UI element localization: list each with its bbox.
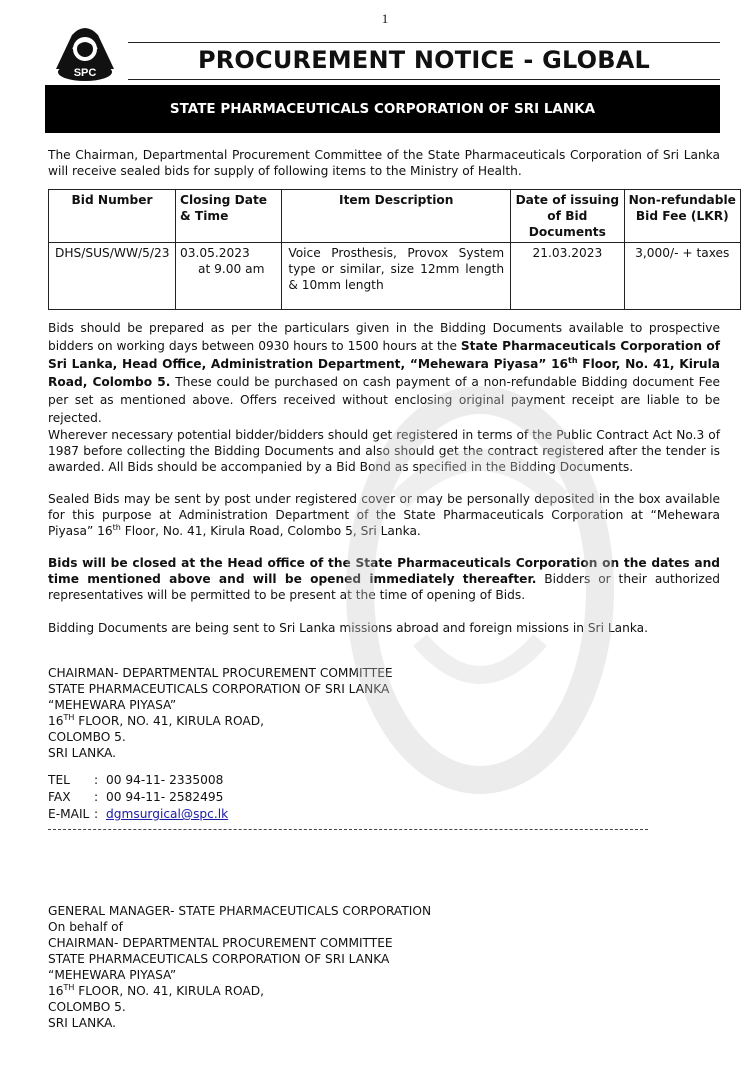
address2-line2: On behalf of xyxy=(48,920,123,934)
address2-line1: GENERAL MANAGER- STATE PHARMACEUTICALS CORPORATION xyxy=(48,904,432,918)
email-label: E-MAIL xyxy=(48,807,90,821)
cell-closing-time: at 9.00 am xyxy=(198,262,265,276)
watermark-emblem xyxy=(330,380,630,800)
cell-issue-date: 21.03.2023 xyxy=(511,243,624,310)
header-fee: Non-refundable Bid Fee (LKR) xyxy=(624,190,740,243)
tel-label: TEL xyxy=(48,773,70,787)
para1-text-d: These could be purchased on cash payment of a non-refundable Bidding document Fee per set as mentioned above. Offers received without enclosing original payment receipt are liable to be rejected. xyxy=(48,375,720,425)
address2-line7: COLOMBO 5. xyxy=(48,1000,126,1014)
dashed-divider xyxy=(48,829,648,830)
para4-bold: Bids will be closed at the Head office of the State Pharmaceuticals Corporation on the dates and time mentioned above and will be opened immediately thereafter. xyxy=(48,556,720,586)
table-header-row xyxy=(49,190,741,243)
organization-name: STATE PHARMACEUTICALS CORPORATION OF SRI LANKA xyxy=(169,101,596,117)
cell-closing-date: 03.05.2023 xyxy=(180,246,250,260)
para1-address-bold-end: Floor, No. 41, Kirula Road, Colombo 5. xyxy=(48,357,720,389)
address1-line3: “MEHEWARA PIYASA” xyxy=(48,698,177,712)
cell-closing xyxy=(176,243,282,310)
intro-paragraph: The Chairman, Departmental Procurement Committee of the State Pharmaceuticals Corporation of Sri Lanka will receive sealed bids for supply of following items to the Ministry of Health. xyxy=(48,148,720,178)
address2-line8: SRI LANKA. xyxy=(48,1016,116,1030)
cell-fee: 3,000/- + taxes xyxy=(624,243,740,310)
cell-bid-number: DHS/SUS/WW/5/23 xyxy=(49,243,176,310)
address1-line1: CHAIRMAN- DEPARTMENTAL PROCUREMENT COMMITTEE xyxy=(48,666,393,680)
address2-line5: “MEHEWARA PIYASA” xyxy=(48,968,177,982)
para3-text-b: Floor, No. 41, Kirula Road, Colombo 5, Sri Lanka. xyxy=(120,524,421,538)
para3-sup: th xyxy=(112,522,121,532)
header-issue-date: Date of issuing of Bid Documents xyxy=(511,190,624,243)
fax-value: 00 94-11- 2582495 xyxy=(106,790,224,804)
title-bottom-rule xyxy=(128,79,720,80)
address1-line6: SRI LANKA. xyxy=(48,746,116,760)
contact-email: E-MAIL : dgmsurgical@spc.lk xyxy=(48,807,229,821)
header-closing: Closing Date & Time xyxy=(176,190,282,243)
header-bid-number: Bid Number xyxy=(49,190,176,243)
paragraph-missions: Bidding Documents are being sent to Sri Lanka missions abroad and foreign missions in Sri Lanka. xyxy=(48,621,649,635)
organization-banner xyxy=(45,85,720,133)
cell-description: Voice Prosthesis, Provox System type or similar, size 12mm length & 10mm length xyxy=(282,243,511,310)
address2-line4: STATE PHARMACEUTICALS CORPORATION OF SRI LANKA xyxy=(48,952,390,966)
header-description: Item Description xyxy=(282,190,511,243)
contact-tel: TEL : 00 94-11- 2335008 xyxy=(48,773,224,787)
contact-block xyxy=(48,772,228,823)
para3-text-a: Sealed Bids may be sent by post under registered cover or may be personally deposited in the box available for this purpose at Administration Department of the State Pharmaceuticals Corporation at “Mehewara Piyasa” 16 xyxy=(48,492,720,538)
page-title: PROCUREMENT NOTICE - GLOBAL xyxy=(197,46,651,74)
paragraph-registration: Wherever necessary potential bidder/bidders should get registered in terms of the Public Contract Act No.3 of 1987 before collecting the Bidding Documents and also should get the contract registered after the tender is awarded. All Bids should be accompanied by a Bid Bond as specified in the Bidding Documents. xyxy=(48,428,720,474)
address-general-manager xyxy=(48,903,431,1031)
tel-value: 00 94-11- 2335008 xyxy=(106,773,224,787)
contact-fax: FAX : 00 94-11- 2582495 xyxy=(48,790,224,804)
para4-rest: Bidders or their authorized representatives will be permitted to be present at the time of opening of Bids. xyxy=(48,572,721,602)
para1-text-a: Bids should be prepared as per the particulars given in the Bidding Documents available to prospective bidders on working days between 0930 hours to 1500 hours at the xyxy=(48,321,720,353)
address1-line2: STATE PHARMACEUTICALS CORPORATION OF SRI LANKA xyxy=(48,682,390,696)
address2-line3: CHAIRMAN- DEPARTMENTAL PROCUREMENT COMMITTEE xyxy=(48,936,393,950)
para1-address-bold: State Pharmaceuticals Corporation of Sri Lanka, Head Office, Administration Department, “Mehewara Piyasa” 16 xyxy=(48,339,720,371)
logo-text: SPC xyxy=(73,67,97,79)
spc-logo xyxy=(52,23,118,83)
table-row xyxy=(49,243,741,310)
para1-sup: th xyxy=(568,355,578,365)
email-link[interactable]: dgmsurgical@spc.lk xyxy=(106,807,229,821)
title-top-rule xyxy=(128,42,720,43)
bid-table xyxy=(48,189,741,310)
address1-line4: 16TH FLOOR, NO. 41, KIRULA ROAD, xyxy=(48,712,264,728)
address1-line5: COLOMBO 5. xyxy=(48,730,126,744)
address2-line6: 16TH FLOOR, NO. 41, KIRULA ROAD, xyxy=(48,982,264,998)
fax-label: FAX xyxy=(48,790,71,804)
page-number: 1 xyxy=(381,11,389,26)
